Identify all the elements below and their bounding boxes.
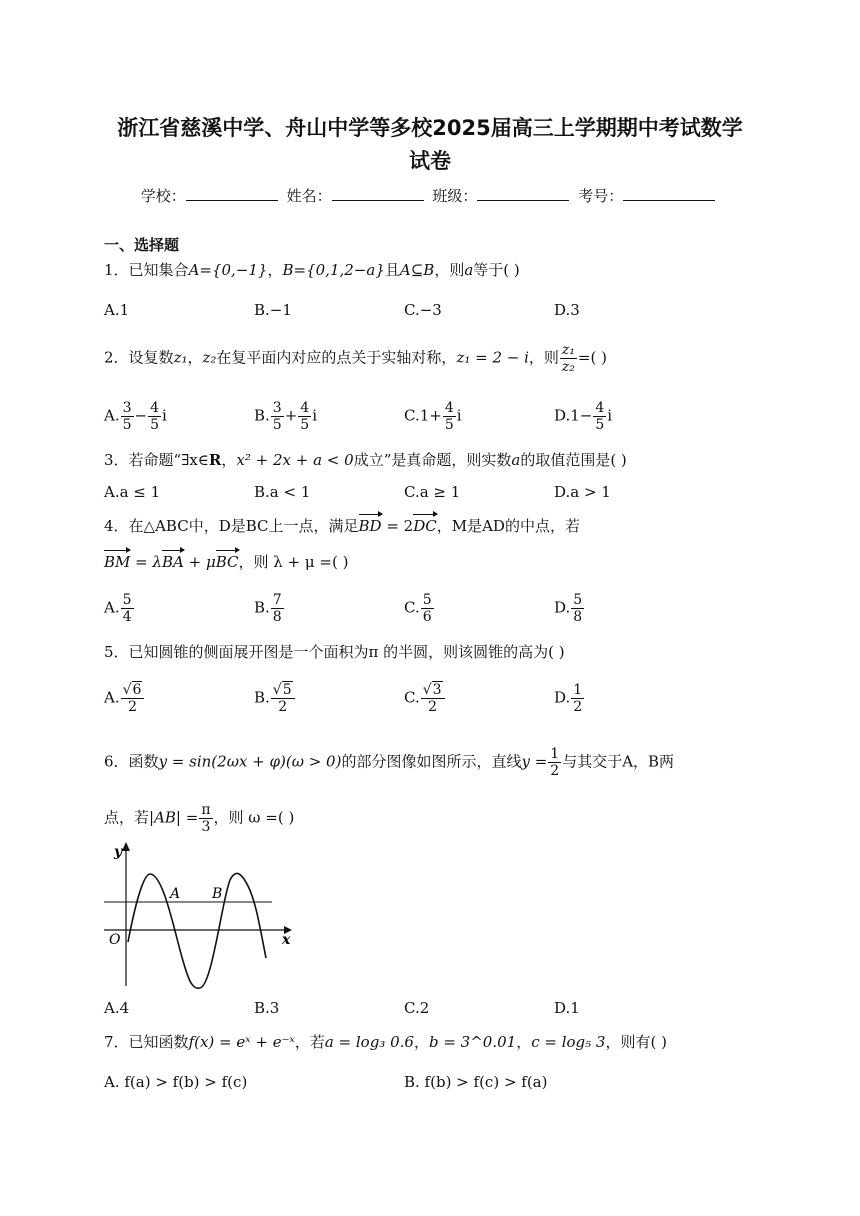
q4-option-c[interactable]: [404, 592, 435, 625]
q2-text-c: ，则: [528, 348, 559, 367]
q7-text-c: ，则有( ): [605, 1033, 667, 1051]
q7-a-def: a = log₃ 0.6: [324, 1033, 414, 1051]
q6-text: 函数: [128, 752, 159, 771]
q3-var: a: [511, 451, 521, 469]
q7-text-b: ，若: [294, 1033, 325, 1051]
q2a-n2: 4: [150, 400, 160, 416]
q6-ab-num: π: [201, 802, 211, 818]
q4-vec-dc: DC: [413, 517, 437, 535]
q2d-n2: 4: [595, 400, 605, 416]
q6-option-c[interactable]: C.2: [404, 999, 430, 1017]
q6-line-num: 1: [550, 746, 560, 762]
q2-frac-num: z₁: [561, 342, 575, 358]
q1-text: 已知集合: [128, 261, 189, 279]
q2b-n1: 3: [272, 400, 282, 416]
sine-curve: [128, 873, 266, 988]
q6-text-d: 点，若: [104, 808, 150, 827]
q5-option-c[interactable]: [404, 682, 446, 715]
q2d-d2: 5: [595, 417, 605, 433]
q4b-den: 8: [272, 609, 282, 625]
q4b-label: B.: [254, 598, 270, 617]
q2a-frac2: [148, 400, 161, 433]
q4-eq: = 2: [381, 517, 414, 535]
q5c-num: √3: [421, 682, 445, 699]
question-4-line1: [104, 516, 580, 536]
q4a-label: A.: [104, 598, 120, 617]
q7-c-def: c = log₅ 3: [531, 1033, 606, 1051]
q2b-frac1: [271, 400, 284, 433]
q2c-label: C.1+: [404, 406, 442, 425]
q2-text-d: =( ): [577, 348, 607, 367]
q3-option-d[interactable]: D.a > 1: [554, 483, 611, 501]
q4d-frac: [571, 592, 584, 625]
q2-eq: z₁ = 2 − i: [456, 348, 529, 367]
q1-text-c: ，则: [434, 261, 465, 279]
q3-option-a[interactable]: A.a ≤ 1: [104, 483, 161, 501]
question-2: [104, 342, 607, 375]
q5a-frac: [121, 682, 145, 715]
q5b-num: √5: [271, 682, 295, 699]
exam-number-label: 考号：: [578, 187, 624, 205]
q3-number: 3．: [104, 451, 129, 469]
q6-ab-frac: [199, 802, 212, 835]
q6-text-e: ，则 ω =( ): [213, 808, 295, 827]
page-title-line2: 试卷: [409, 149, 451, 173]
name-label: 姓名：: [286, 187, 332, 205]
q2a-frac1: [121, 400, 134, 433]
q6-line-den: 2: [550, 763, 560, 779]
q2c-frac: [443, 400, 456, 433]
q5-text: 已知圆锥的侧面展开图是一个面积为π 的半圆，则该圆锥的高为( ): [128, 643, 565, 661]
q4a-frac: [121, 592, 134, 625]
q5b-label: B.: [254, 688, 270, 707]
q6-text-b: 的部分图像如图所示，直线: [341, 752, 522, 771]
q2d-frac: [593, 400, 606, 433]
q4d-num: 5: [573, 592, 583, 608]
q2-option-c[interactable]: [404, 400, 462, 433]
q6-option-a[interactable]: A.4: [104, 999, 130, 1017]
q4c-den: 6: [422, 609, 432, 625]
q2b-op: +: [284, 406, 298, 425]
q2-text-b: 在复平面内对应的点关于实轴对称，: [216, 348, 457, 367]
q5-option-a[interactable]: [104, 682, 145, 715]
q1-text-b: 且: [384, 261, 400, 279]
q5b-frac: [271, 682, 295, 715]
q5b-root: 5: [282, 682, 292, 698]
q7-sep2: ，: [516, 1033, 532, 1051]
q2b-label: B.: [254, 406, 270, 425]
section-heading: 一、选择题: [104, 236, 180, 254]
q5a-label: A.: [104, 688, 120, 707]
q6-number: 6．: [104, 752, 129, 771]
q4-number: 4．: [104, 517, 129, 535]
q3-text: 若命题“∃x∈: [128, 451, 209, 469]
q1-sep: ，: [267, 261, 283, 279]
class-label: 班级：: [432, 187, 478, 205]
q2-sep: ，: [187, 348, 203, 367]
q5-number: 5．: [104, 643, 129, 661]
exam-number-blank[interactable]: [623, 186, 715, 201]
q1-option-b[interactable]: B.−1: [254, 301, 292, 319]
q2c-d2: 5: [444, 417, 454, 433]
q6-option-d[interactable]: D.1: [554, 999, 580, 1017]
q2a-op: −: [134, 406, 148, 425]
q4-vec-bd: BD: [358, 517, 382, 535]
q2a-d2: 5: [150, 417, 160, 433]
q4b-frac: [271, 592, 284, 625]
q1-subset: A⊆B: [399, 261, 435, 279]
page-title-line1: 浙江省慈溪中学、舟山中学等多校2025届高三上学期期中考试数学: [117, 116, 743, 140]
q2-option-d[interactable]: [554, 400, 612, 433]
q5c-label: C.: [404, 688, 420, 707]
q1-number: 1．: [104, 261, 129, 279]
q2b-frac2: [298, 400, 311, 433]
q6-option-b[interactable]: B.3: [254, 999, 280, 1017]
q2-z1: z₁: [173, 348, 188, 367]
q7-function: f(x) = eˣ + e⁻ˣ: [188, 1033, 295, 1051]
q6-line-frac: [548, 746, 561, 779]
q2-number: 2．: [104, 348, 129, 367]
q4b-num: 7: [272, 592, 282, 608]
q3-option-b[interactable]: B.a < 1: [254, 483, 311, 501]
q3-text-c: 成立”是真命题，则实数: [353, 451, 512, 469]
q6-line-lhs: y =: [521, 752, 548, 771]
q2b-d1: 5: [272, 417, 282, 433]
school-blank[interactable]: [186, 186, 278, 201]
q5a-num: √6: [121, 682, 145, 699]
class-blank[interactable]: [477, 186, 569, 201]
q7-sep1: ，: [413, 1033, 429, 1051]
q1-set-b: B={0,1,2−a}: [282, 261, 385, 279]
q4d-den: 8: [573, 609, 583, 625]
q4-text: 在△ABC中，D是BC上一点，满足: [128, 517, 359, 535]
x-axis-label: x: [282, 932, 291, 948]
q1-set-a: A={0,−1}: [188, 261, 268, 279]
q2-z2: z₂: [202, 348, 217, 367]
q4-option-d[interactable]: [554, 592, 585, 625]
q2d-label: D.1−: [554, 406, 593, 425]
q4a-num: 5: [122, 592, 132, 608]
y-axis-label: y: [114, 844, 123, 860]
q3-option-c[interactable]: C.a ≥ 1: [404, 483, 461, 501]
q2-frac-den: z₂: [561, 359, 575, 375]
q7-b-def: b = 3^0.01: [428, 1033, 517, 1051]
q2d-tail: i: [607, 406, 613, 425]
q4-option-a[interactable]: [104, 592, 135, 625]
y-axis-arrow: [122, 842, 130, 851]
question-3: [104, 450, 627, 470]
q2b-d2: 5: [300, 417, 310, 433]
q2b-n2: 4: [300, 400, 310, 416]
q5d-num: 1: [573, 682, 583, 698]
q2c-tail: i: [456, 406, 462, 425]
q7-option-b[interactable]: B. f(b) > f(c) > f(a): [404, 1073, 548, 1091]
q6-ab: |AB| =: [149, 808, 199, 827]
q2-text: 设复数: [128, 348, 174, 367]
q5a-den: 2: [128, 699, 137, 715]
q5-option-b[interactable]: [254, 682, 296, 715]
q5c-den: 2: [428, 699, 438, 715]
q2-fraction: [560, 342, 577, 375]
student-info-row: [0, 185, 860, 206]
point-a-label: A: [170, 886, 181, 902]
question-5: [104, 642, 565, 662]
q5c-frac: [421, 682, 445, 715]
q4c-num: 5: [422, 592, 432, 608]
q2a-n1: 3: [122, 400, 132, 416]
q5d-frac: [571, 682, 584, 715]
question-6-line2: [104, 802, 294, 835]
q2c-n2: 4: [444, 400, 454, 416]
question-6-line1: [104, 746, 674, 779]
q4-vec-bm: BM: [104, 553, 131, 571]
q4c-frac: [421, 592, 434, 625]
q4-text-b: ，M是AD的中点，若: [436, 517, 580, 535]
q2a-label: A.: [104, 406, 120, 425]
q4c-label: C.: [404, 598, 420, 617]
question-4-line2: [104, 552, 348, 572]
q4-vec-bc: BC: [215, 553, 239, 571]
point-b-label: B: [212, 886, 223, 902]
name-blank[interactable]: [332, 186, 424, 201]
q5-option-d[interactable]: [554, 682, 585, 715]
q5a-root: 6: [132, 682, 142, 698]
q4-plus: + μ: [183, 553, 216, 571]
sine-graph: [100, 840, 300, 990]
q5b-den: 2: [278, 699, 288, 715]
q5d-den: 2: [573, 699, 583, 715]
q4-text-c: ，则 λ + μ =( ): [238, 553, 349, 571]
q4d-label: D.: [554, 598, 571, 617]
q6-text-c: 与其交于A，B两: [562, 752, 675, 771]
q1-text-d: 等于( ): [473, 261, 520, 279]
q1-option-a[interactable]: A.1: [104, 301, 130, 319]
q2b-tail: i: [312, 406, 318, 425]
q6-function: y = sin(2ωx + φ)(ω > 0): [158, 752, 342, 771]
q3-inequality: x² + 2x + a < 0: [236, 451, 354, 469]
q5c-root: 3: [432, 682, 442, 698]
question-7: [104, 1032, 667, 1052]
question-1: [104, 260, 520, 280]
school-label: 学校：: [140, 187, 186, 205]
q2-option-a[interactable]: [104, 400, 167, 433]
q3-real-set: R: [208, 451, 222, 469]
q7-option-a[interactable]: A. f(a) > f(b) > f(c): [104, 1073, 248, 1091]
q4-vec-ba: BA: [162, 553, 184, 571]
q2a-tail: i: [162, 406, 167, 425]
q2-option-b[interactable]: [254, 400, 317, 433]
q7-text: 已知函数: [128, 1033, 189, 1051]
q3-text-d: 的取值范围是( ): [520, 451, 627, 469]
q6-ab-den: 3: [201, 819, 211, 835]
q1-option-c[interactable]: C.−3: [404, 301, 442, 319]
q2a-d1: 5: [122, 417, 132, 433]
q3-text-b: ，: [221, 451, 237, 469]
q4a-den: 4: [122, 609, 132, 625]
q4-eq2: = λ: [130, 553, 163, 571]
q7-number: 7．: [104, 1033, 129, 1051]
q5d-label: D.: [554, 688, 571, 707]
q4-option-b[interactable]: [254, 592, 285, 625]
q1-var: a: [464, 261, 474, 279]
origin-label: O: [109, 932, 121, 948]
q1-option-d[interactable]: D.3: [554, 301, 580, 319]
